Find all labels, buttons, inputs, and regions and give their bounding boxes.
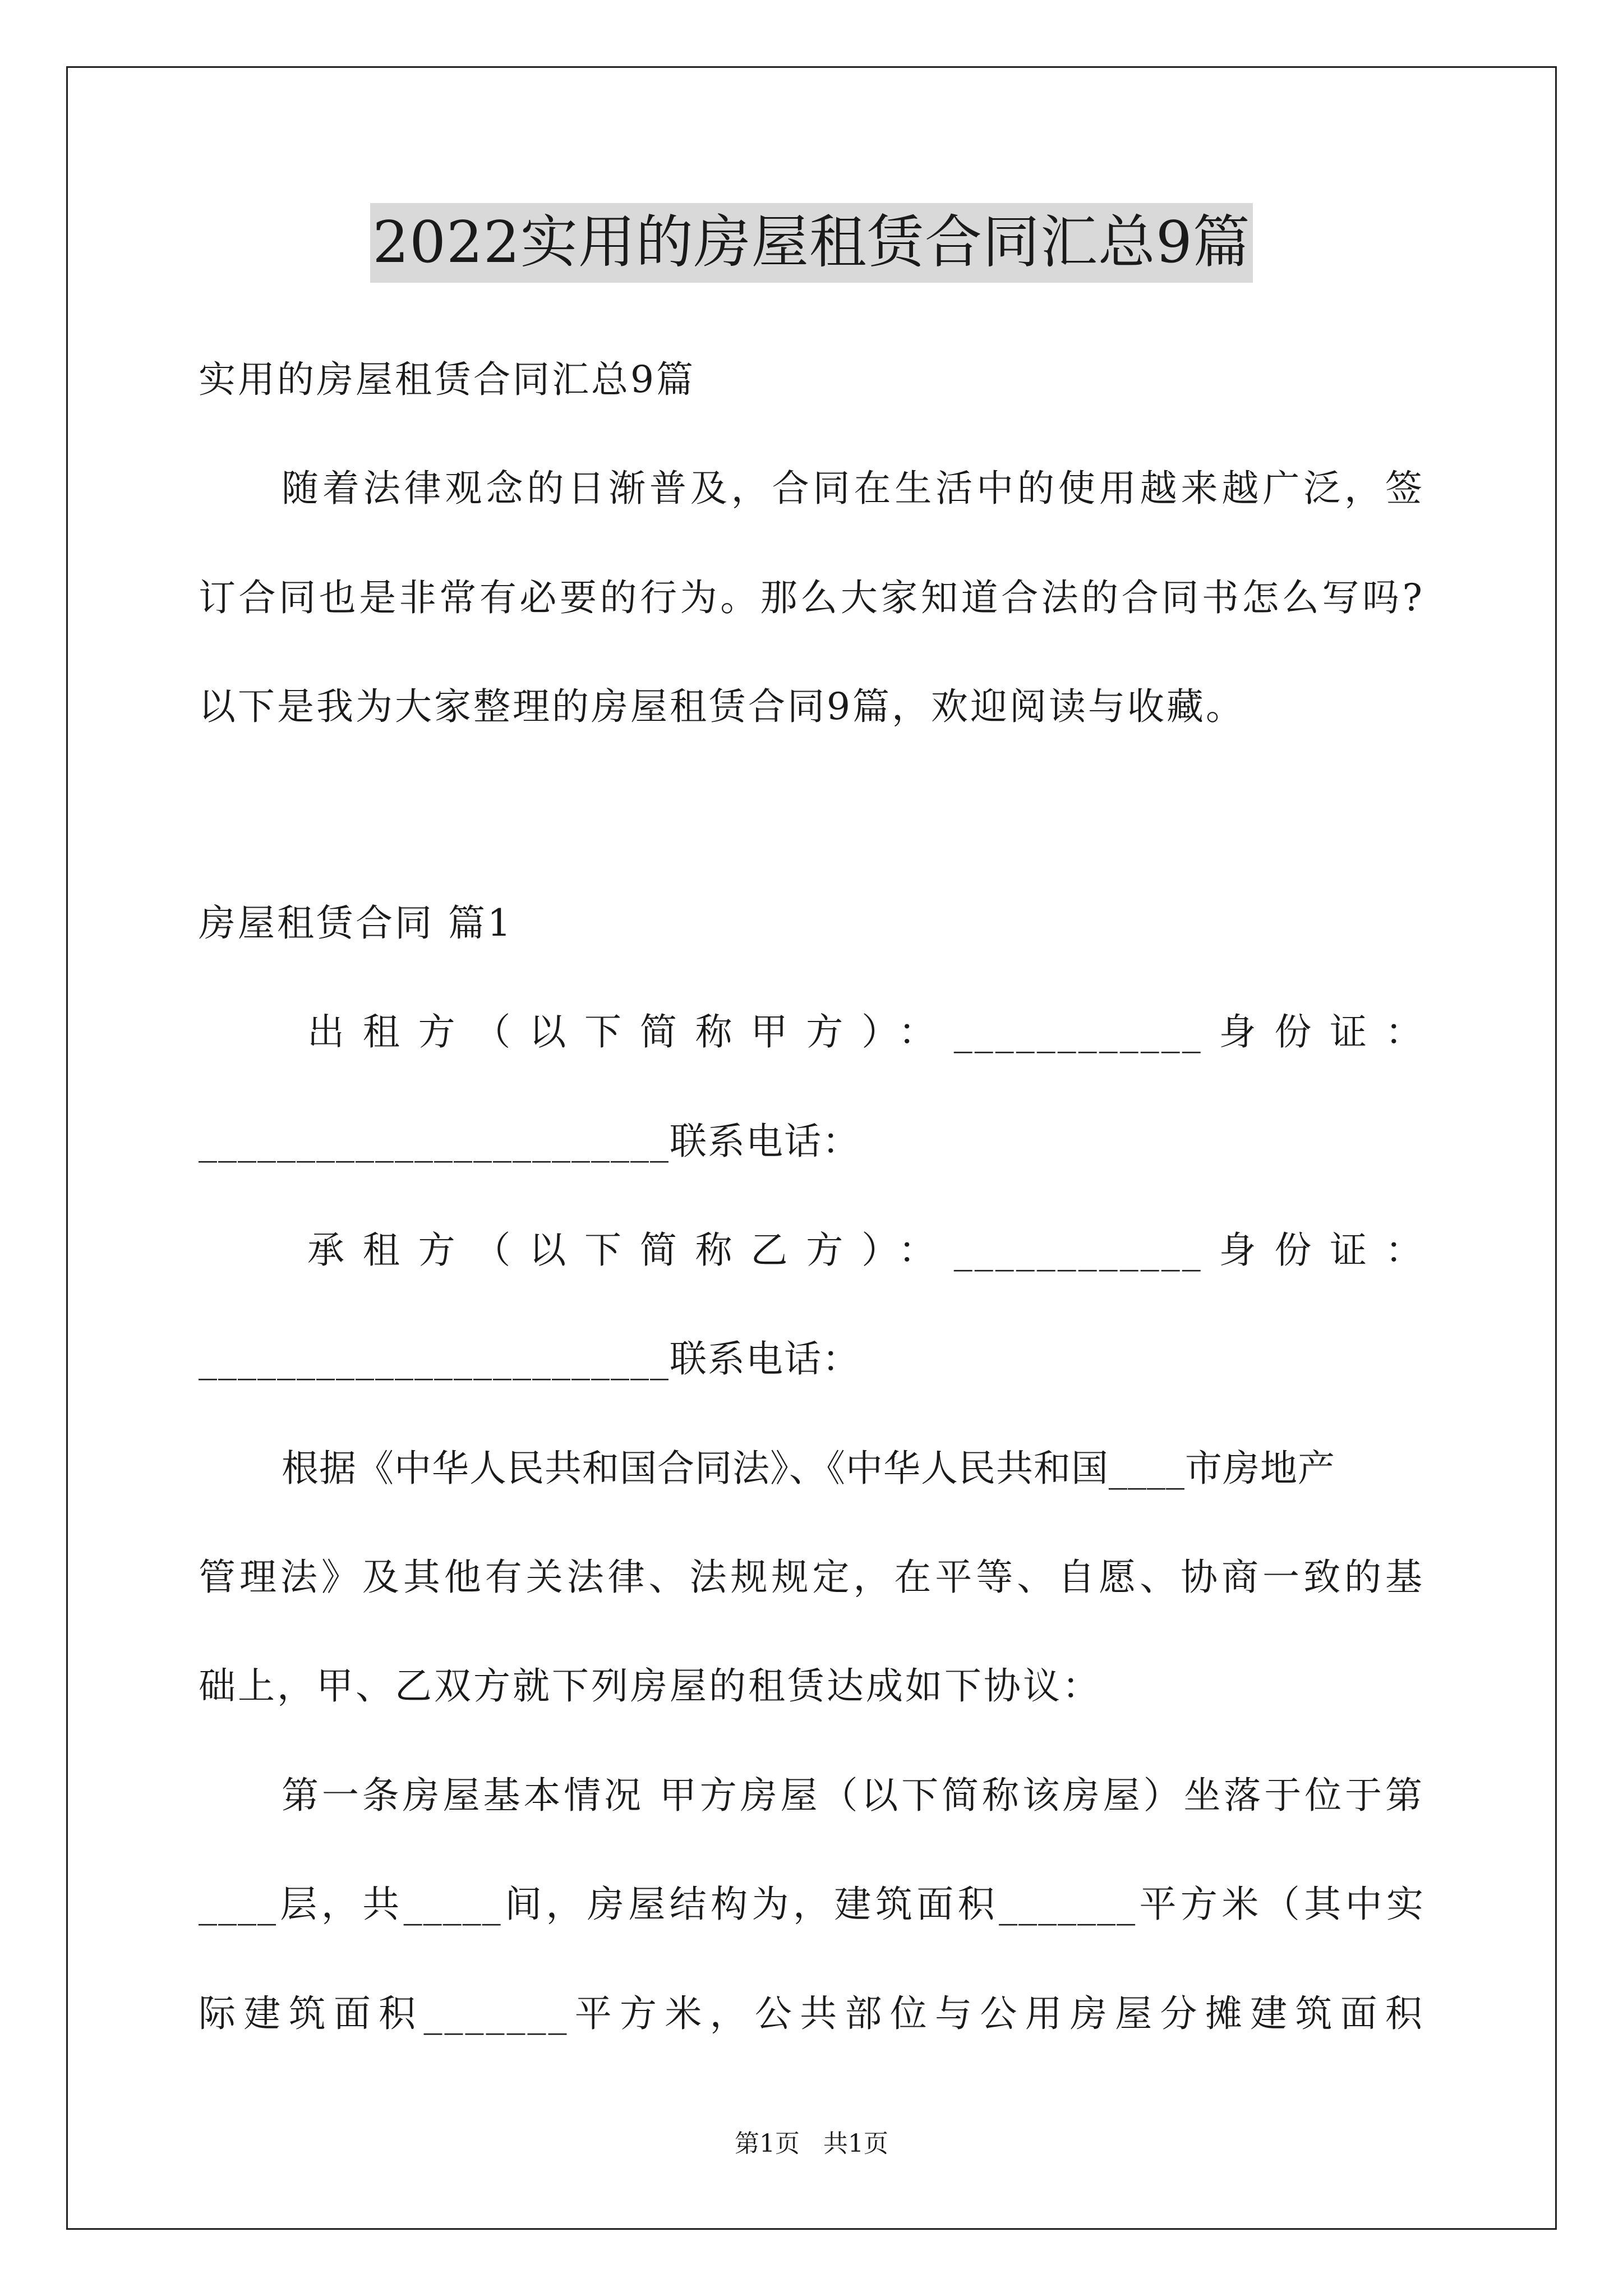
article-1-line-3: 际建筑面积_______平方米，公共部位与公用房屋分摊建筑面积	[199, 1992, 1424, 2035]
intro-line-2: 订合同也是非常有必要的行为。那么大家知道合法的合同书怎么写吗?	[199, 576, 1424, 619]
basis-line-3: 础上，甲、乙双方就下列房屋的租赁达成如下协议：	[199, 1664, 1101, 1708]
title-container	[0, 203, 1623, 283]
intro-line-3: 以下是我为大家整理的房屋租赁合同9篇，欢迎阅读与收藏。	[199, 685, 1245, 728]
section-heading: 房屋租赁合同 篇1	[199, 901, 513, 945]
lessor-phone-line: ________________________联系电话：	[199, 1120, 860, 1163]
lessor-line: 出租方（以下简称甲方）：____________身份证：	[307, 1010, 1424, 1053]
lessee-phone-line: ________________________联系电话：	[199, 1337, 860, 1381]
document-subtitle: 实用的房屋租赁合同汇总9篇	[199, 358, 695, 401]
basis-line-1: 根据《中华人民共和国合同法》、《中华人民共和国____市房地产	[282, 1447, 1335, 1490]
article-1-line-2: ____层，共_____间，房屋结构为，建筑面积_______平方米（其中实	[199, 1883, 1424, 1926]
page-number-footer: 第1页 共1页	[735, 2129, 888, 2158]
lessee-line: 承租方（以下简称乙方）：____________身份证：	[307, 1228, 1424, 1272]
basis-line-2: 管理法》及其他有关法律、法规规定，在平等、自愿、协商一致的基	[199, 1556, 1424, 1599]
document-title: 2022实用的房屋租赁合同汇总9篇	[370, 203, 1252, 283]
article-1-line-1: 第一条房屋基本情况 甲方房屋（以下简称该房屋）坐落于位于第	[282, 1774, 1424, 1817]
intro-line-1: 随着法律观念的日渐普及，合同在生活中的使用越来越广泛，签	[282, 467, 1424, 510]
